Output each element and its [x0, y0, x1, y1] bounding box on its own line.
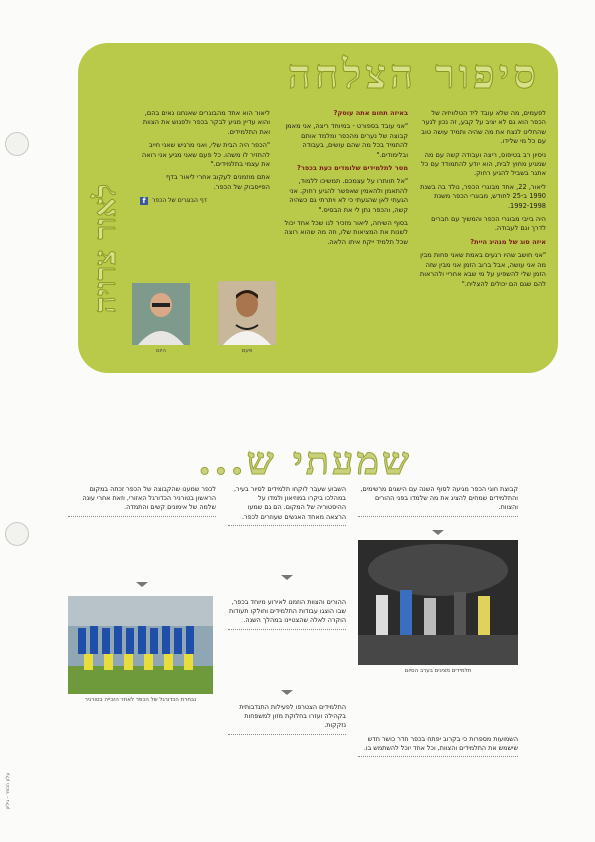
photo-team	[68, 596, 213, 694]
photo-teen	[218, 281, 276, 345]
story-column-left	[140, 109, 270, 206]
success-story-panel	[78, 43, 558, 373]
photo-team-illustration	[68, 596, 213, 694]
paragraph: ליאור, 22, אחד מבוגרי הכפר, נולד בה בשנת 1990 ב-25 לחודש, מבוגרי הכפר משנת 1992-1998.	[420, 182, 546, 210]
paragraph: בסוף השיחה, ליאור מזכיר לנו שכל אחד יכול לשנות את המציאות שלו, וזה מה שהוא רוצה שכל תלמיד ייקח איתו הלאה.	[284, 219, 408, 246]
paragraph: "הכפר היה הבית שלי, ואני מרגיש שאני חייב להחזיר לו משהו. כל פעם שאני מגיע אני רואה את עצמי בתלמידים."	[141, 141, 270, 169]
story-column-middle	[280, 109, 408, 251]
section-title: שמעתי ש...	[198, 438, 412, 483]
panel-title: סיפור הצלחה	[287, 51, 540, 98]
photo-stage-caption: תלמידים מציגים בערב הסיום	[404, 668, 472, 674]
photo-adult-caption: היום	[156, 348, 166, 354]
panel-side-title	[84, 133, 128, 363]
news-item: התלמידים הצטרפו לפעילות התנדבותית בקהילה ועזרו בחלוקת מזון למשפחות נזקקות.	[228, 703, 346, 735]
photo-teen-caption: פעם	[241, 348, 253, 354]
news-item: קבוצת חוגי הכפר מגיעה לסוף השנה עם הישגים מרשימים, והתלמידים שמחים להציג את מה שלמדו בפני ההורים והצוות.	[358, 485, 518, 517]
paragraph: אתם מוזמנים לעקוב אחרי ליאור בדף הפייסבוק של הכפר.	[166, 173, 270, 191]
chevron-down-icon	[432, 530, 444, 535]
binder-hole	[5, 132, 29, 156]
chevron-down-icon	[136, 582, 148, 587]
photo-stage-illustration	[358, 540, 518, 665]
side-title-text: לאור צרויה	[88, 183, 124, 313]
facebook-label: דף הבוגרים של הכפר	[152, 197, 207, 205]
news-item: השבוע שעבר לוקחו תלמידים לסיור בעיר, במהלכו ביקרו במוזיאון ולמדו על ההיסטוריה של המקום. הם גם שמעו הרצאה מאחד האנשים שעוזרים לכפר.	[228, 485, 346, 526]
side-print-text: עלון הכפר - גיליון	[5, 772, 11, 810]
photo-team-caption: נבחרת הכדורגל של הכפר לאחר הזכייה בטורניר	[84, 697, 197, 703]
side-print-label	[2, 758, 12, 830]
facebook-icon: f	[140, 197, 148, 205]
chevron-down-icon	[281, 690, 293, 695]
question-heading: איזה סוג של מנהיג היית?	[470, 237, 546, 246]
photo-adult-illustration	[132, 283, 190, 345]
paragraph: ניסיון רב בטיפוס, ריצה ועבודה קשה עם מה שמגיע מחוץ לבית, הוא יודע להתמודד עם כל אתגר בשביל להגיע רחוק.	[421, 150, 546, 178]
binder-hole	[5, 522, 29, 546]
news-item: השמועות מספרות כי בקרוב יפתח בכפר חדר כושר חדש שישמש את התלמידים והצוות, וכל אחד יוכל להשתמש בו.	[358, 735, 518, 757]
paragraph: ליאור הוא אחד מהבוגרים שאנחנו גאים בהם, והוא עדיין מגיע לבקר בכפר ולפגוש את הצוות ואת התלמידים.	[142, 109, 270, 136]
paragraph: "אני עובד בספורט - במיוחד ריצה, אני מאמן קבוצה של נערים מהכפר ומלמד אותם להתמיד בכל מה שהם עושים, בעבודה ובלימודים."	[285, 122, 408, 159]
photo-teen-illustration	[218, 281, 276, 345]
question-heading: מסר לתלמידים שלומדים כעת בכפר?	[297, 164, 408, 173]
paragraph: "אל תוותרו על עצמכם. תמשיכו ללמוד, להתאמן ולהאמין שאפשר להגיע רחוק. אני הגעתי לאן שהגעתי כי לא ויתרתי גם כשהיה קשה, והכפר נתן לי את הבסיס."	[289, 177, 408, 214]
facebook-link[interactable]	[140, 196, 270, 205]
news-item: לכפר שמענו שהקבוצה של הכפר זכתה במקום הראשון בטורניר הכדורגל האזורי, וזאת אחרי עונה שלמה של אימונים קשים והתמדה.	[68, 485, 216, 517]
news-item: ההורים והצוות הוזמנו לאירוע מיוחד בכפר, שבו הוצגו עבודות התלמידים וחולקו תעודות הוקרה לאלה שהצטיינו במהלך השנה.	[228, 598, 346, 630]
paragraph: לפעמים, מה שלא עובד ליד הטלוויזיה של הכפר הוא גם לא יציב על קבע, זה נכון לנער שהחליט לנצח את מה שהיה ותמיד עושה טוב עם כל מי שלידו.	[421, 109, 546, 146]
story-column-right	[418, 109, 546, 293]
chevron-down-icon	[281, 575, 293, 580]
paragraph: "אני חושב שהיו רגעים באמת שאני פחות מבין מה אני עושה, אבל ברוב הזמן אני מבין שזה הזמן שלי להשפיע על מי שבא אחריי ולהראות להם שגם הם יכולים להצליח."	[419, 251, 546, 288]
paragraph: היה בייבי מבוגרי הכפר והמשיך עם חברים לדרך וגם לעבודה.	[431, 215, 546, 233]
photo-adult	[132, 283, 190, 345]
photo-stage	[358, 540, 518, 665]
question-heading: באיזה תחום אתה עוסק?	[333, 109, 408, 117]
